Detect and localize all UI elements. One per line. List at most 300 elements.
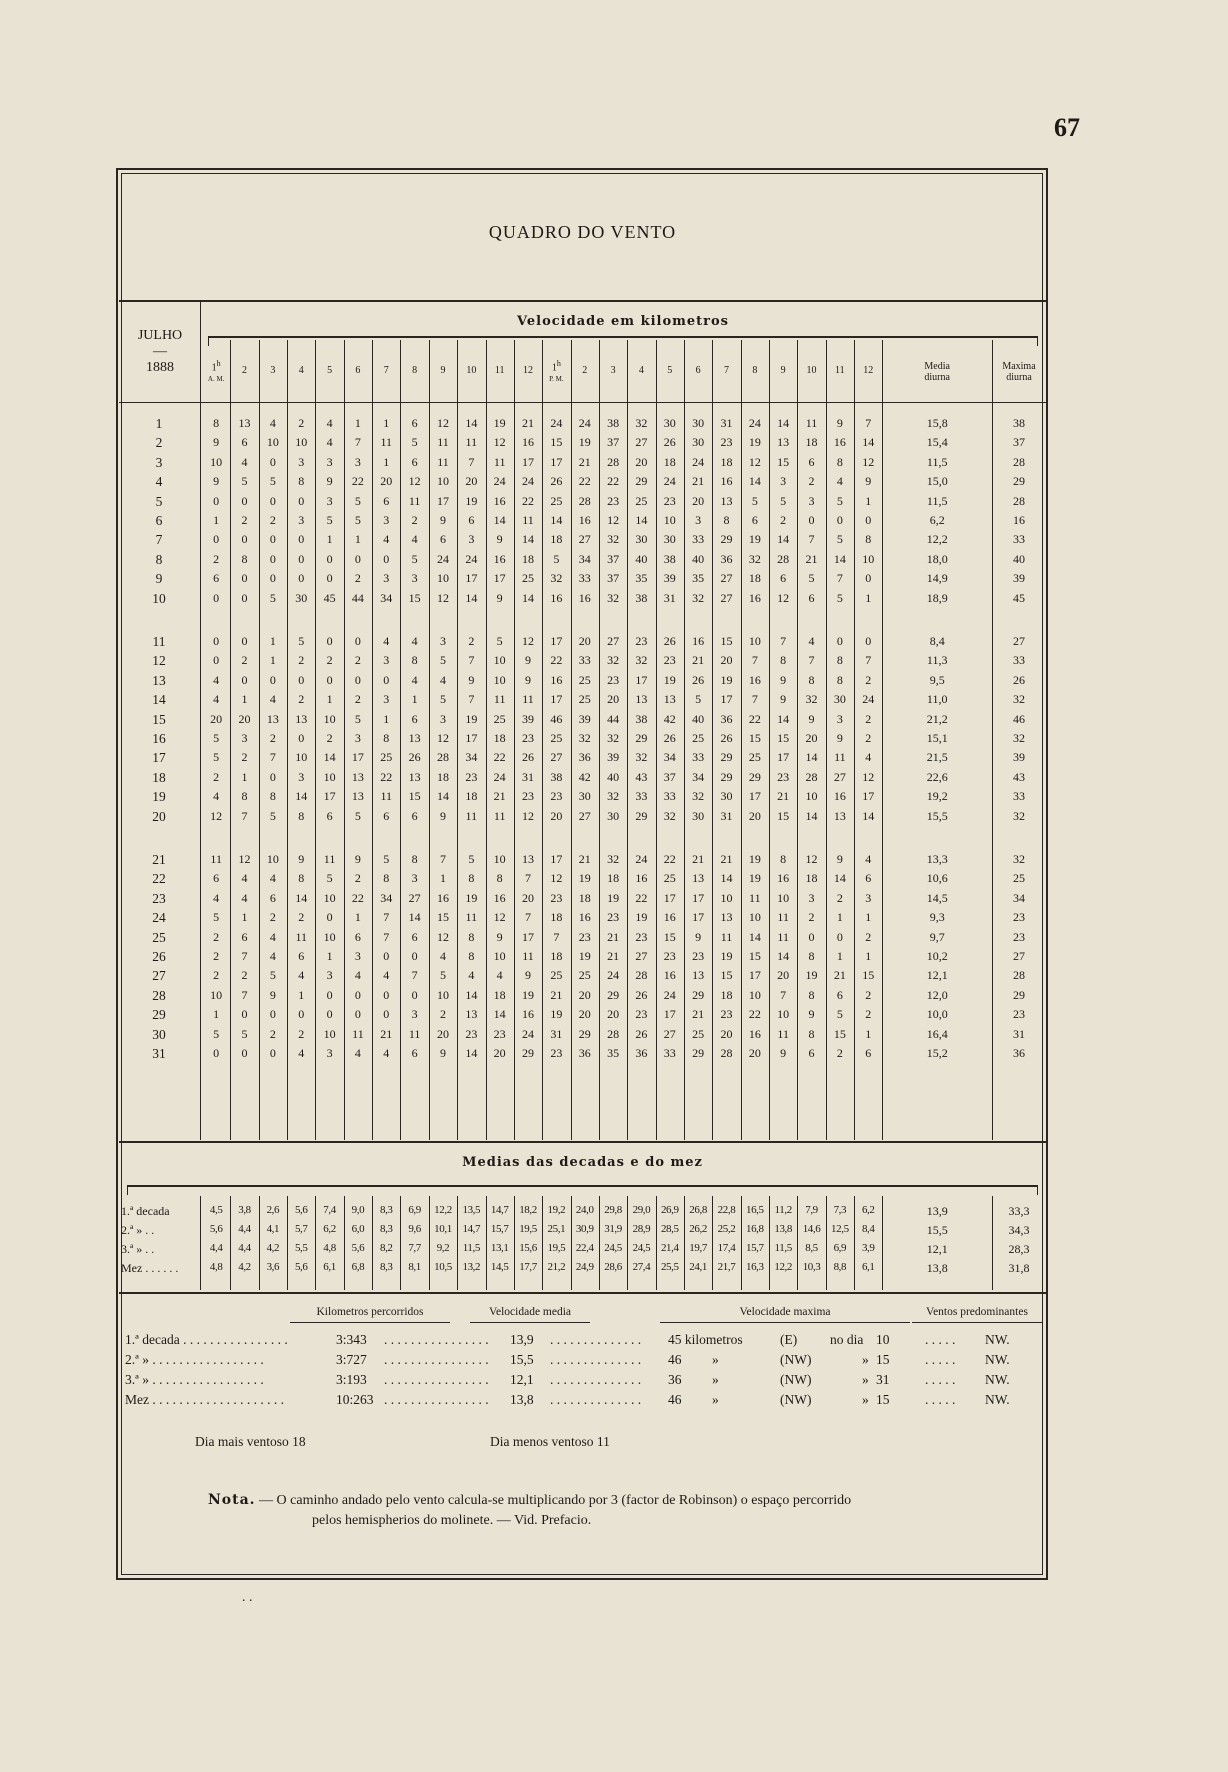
hourly-velocity: 19	[465, 890, 478, 905]
hourly-velocity: 0	[354, 987, 361, 1002]
hourly-velocity: 19	[522, 987, 535, 1002]
hourly-velocity: 26	[663, 731, 676, 745]
hourly-velocity: 21	[578, 454, 591, 469]
daily-mean: 9,5	[929, 672, 945, 687]
daily-max: 23	[1013, 929, 1025, 944]
hourly-velocity: 27	[578, 532, 591, 547]
day-label: 24	[152, 910, 166, 926]
decade-hourly-mean: 6,2	[323, 1223, 336, 1235]
hourly-velocity: 20	[720, 1026, 733, 1041]
hourly-velocity: 3	[326, 968, 333, 983]
hourly-velocity: 14	[720, 871, 733, 886]
hourly-velocity: 28	[777, 551, 790, 566]
hourly-velocity: 9	[496, 590, 503, 605]
daily-mean: 15,8	[926, 416, 948, 430]
hourly-velocity: 11	[720, 929, 733, 944]
hourly-velocity: 23	[522, 731, 535, 745]
decade-hourly-mean: 6,1	[323, 1261, 336, 1273]
hourly-velocity: 0	[213, 493, 220, 508]
hourly-velocity: 7	[808, 532, 815, 547]
day-label: 17	[152, 750, 166, 766]
hourly-velocity: 25	[380, 750, 393, 765]
daily-mean: 22,6	[926, 769, 948, 784]
decade-hourly-mean: 24,0	[575, 1204, 594, 1216]
decade-hourly-mean: 9,6	[408, 1223, 421, 1235]
hourly-velocity: 6	[383, 808, 390, 823]
hourly-velocity: 29	[607, 987, 620, 1002]
hourly-velocity: 0	[326, 551, 333, 566]
hour-header-period: P. M.	[549, 375, 564, 384]
note-text-continued: pelos hemispherios do molinete. — Vid. Prefacio.	[312, 1513, 592, 1528]
hourly-velocity: 26	[522, 750, 535, 765]
daily-max: 38	[1013, 416, 1025, 430]
hourly-velocity: 10	[436, 987, 449, 1002]
hourly-velocity: 16	[578, 910, 591, 925]
hour-header	[514, 365, 542, 376]
day-label: 7	[155, 532, 163, 548]
hourly-velocity: 34	[692, 769, 705, 784]
decade-hourly-mean: 13,1	[490, 1242, 509, 1254]
summary-wind: NW.	[985, 1352, 1010, 1367]
hourly-velocity: 26	[720, 731, 733, 745]
hourly-velocity: 15	[436, 910, 449, 925]
daily-mean: 8,4	[929, 634, 945, 648]
hourly-velocity: 35	[692, 571, 705, 586]
hourly-velocity: 10	[777, 1007, 790, 1022]
hourly-velocity: 2	[241, 513, 248, 527]
decade-hourly-mean: 11,5	[774, 1242, 792, 1254]
decade-hourly-mean: 5,7	[294, 1223, 308, 1235]
hourly-velocity: 14	[493, 1007, 506, 1022]
hourly-velocity: 2	[241, 750, 248, 765]
hourly-velocity: 5	[269, 590, 276, 605]
hourly-velocity: 0	[298, 1007, 305, 1022]
hourly-velocity: 1	[865, 1026, 872, 1041]
hourly-velocity: 32	[607, 590, 620, 605]
hourly-velocity: 21	[692, 1007, 705, 1022]
hourly-velocity: 9	[269, 987, 276, 1002]
daily-mean: 15,1	[926, 731, 948, 745]
hourly-velocity: 9	[695, 929, 702, 944]
summary-vmed: 13,9	[510, 1332, 534, 1347]
hourly-velocity: 9	[808, 711, 815, 726]
decade-hourly-mean: 2,6	[266, 1204, 280, 1216]
day-label: 22	[152, 871, 166, 887]
hourly-velocity: 18	[720, 987, 733, 1002]
hourly-velocity: 22	[663, 852, 676, 866]
velocity-caption: Velocidade em kilometros	[516, 314, 729, 329]
daily-max: 32	[1013, 692, 1025, 707]
hour-header	[627, 365, 655, 376]
hourly-velocity: 15	[777, 808, 790, 823]
hourly-velocity: 6	[213, 571, 220, 586]
hourly-velocity: 16	[578, 590, 591, 605]
hourly-velocity: 0	[808, 513, 815, 527]
decade-hourly-mean: 6,9	[408, 1204, 421, 1216]
hourly-velocity: 10	[862, 551, 875, 566]
daily-max: 31	[1013, 1026, 1025, 1041]
hourly-velocity: 30	[607, 808, 620, 823]
hourly-velocity: 30	[692, 416, 705, 430]
decade-hourly-mean: 7,7	[408, 1242, 421, 1254]
hourly-velocity: 19	[607, 890, 620, 905]
day-label: 18	[152, 769, 166, 785]
hourly-velocity: 11	[777, 910, 789, 925]
hourly-velocity: 14	[493, 513, 506, 527]
hourly-velocity: 16	[663, 968, 676, 983]
hourly-velocity: 29	[522, 1046, 535, 1060]
decade-hourly-mean: 27,4	[632, 1261, 651, 1273]
day-label: 9	[155, 571, 163, 587]
hourly-velocity: 0	[298, 532, 305, 547]
hourly-velocity: 6	[865, 871, 872, 886]
summary-dots: . . . . .	[925, 1372, 956, 1387]
decade-hourly-mean: 8,3	[379, 1223, 393, 1235]
hourly-velocity: 36	[720, 711, 733, 726]
hourly-velocity: 6	[298, 949, 305, 963]
hourly-velocity: 28	[805, 769, 818, 784]
hourly-velocity: 14	[833, 871, 846, 886]
hourly-velocity: 5	[411, 551, 418, 566]
hourly-velocity: 11	[522, 949, 534, 963]
hourly-velocity: 7	[525, 871, 532, 886]
hour-header-label: 3	[610, 365, 616, 376]
hourly-velocity: 17	[663, 1007, 676, 1022]
hourly-velocity: 24	[550, 416, 563, 430]
hourly-velocity: 20	[465, 474, 478, 489]
hourly-velocity: 9	[525, 968, 532, 983]
hourly-velocity: 21	[833, 968, 846, 983]
hourly-velocity: 24	[493, 474, 506, 489]
hourly-velocity: 17	[550, 692, 563, 707]
summary-km: 3:193	[336, 1372, 367, 1387]
hourly-velocity: 7	[836, 571, 843, 586]
decade-hourly-mean: 16,5	[745, 1204, 764, 1216]
day-label: 25	[152, 929, 166, 945]
hourly-velocity: 1	[241, 769, 248, 784]
daily-mean: 9,3	[929, 910, 945, 925]
hourly-velocity: 0	[383, 1007, 390, 1022]
decade-label: 3.ª » . .	[121, 1242, 155, 1256]
hourly-velocity: 4	[383, 532, 390, 547]
hourly-velocity: 9	[808, 1007, 815, 1022]
hourly-velocity: 3	[354, 731, 361, 745]
decade-label-rule	[200, 1196, 201, 1290]
summary-dots: . . . . . . . . . . . . . .	[550, 1332, 642, 1347]
decade-hourly-mean: 24,1	[689, 1261, 707, 1273]
hour-header-label: 8	[412, 365, 418, 376]
hourly-velocity: 0	[298, 493, 305, 508]
hour-header	[486, 365, 514, 376]
hourly-velocity: 12	[436, 590, 449, 605]
decade-hourly-mean: 4,4	[238, 1242, 251, 1254]
hourly-velocity: 4	[241, 871, 248, 886]
summary-dots: . . . . .	[925, 1352, 956, 1367]
hour-header	[344, 365, 372, 376]
hourly-velocity: 15	[748, 731, 761, 745]
hourly-velocity: 14	[550, 513, 563, 527]
hourly-velocity: 12	[522, 634, 535, 648]
page-number: 67	[1054, 113, 1080, 142]
hourly-velocity: 1	[836, 949, 843, 963]
hourly-velocity: 4	[411, 634, 418, 648]
decade-mean: 12,1	[926, 1242, 948, 1256]
hourly-velocity: 11	[465, 910, 478, 925]
hourly-velocity: 2	[354, 871, 361, 886]
hourly-velocity: 14	[777, 532, 790, 547]
decade-hourly-mean: 8,2	[379, 1242, 393, 1254]
summary-km: 10:263	[336, 1392, 374, 1407]
hourly-velocity: 32	[635, 750, 648, 765]
hourly-velocity: 6	[269, 890, 276, 905]
decade-hourly-mean: 3,8	[238, 1204, 251, 1216]
hourly-velocity: 16	[748, 590, 761, 605]
day-label: 30	[152, 1026, 166, 1042]
hourly-velocity: 0	[326, 672, 333, 687]
hourly-velocity: 2	[865, 731, 872, 745]
summary-direction: (NW)	[780, 1392, 812, 1407]
hour-header	[202, 358, 230, 385]
daily-max: 28	[1013, 968, 1025, 983]
hourly-velocity: 2	[269, 1026, 276, 1041]
daily-max: 27	[1013, 634, 1025, 648]
hourly-velocity: 24	[663, 474, 676, 489]
hourly-velocity: 19	[805, 968, 818, 983]
hourly-velocity: 6	[808, 454, 815, 469]
hourly-velocity: 2	[411, 513, 418, 527]
hourly-velocity: 12	[522, 808, 535, 823]
hourly-velocity: 25	[493, 711, 506, 726]
hourly-velocity: 23	[493, 1026, 506, 1041]
hourly-velocity: 5	[780, 493, 787, 508]
hourly-velocity: 22	[748, 1007, 761, 1022]
hourly-velocity: 14	[833, 551, 846, 566]
hourly-velocity: 2	[808, 474, 815, 489]
decade-hourly-mean: 11,5	[462, 1242, 480, 1254]
summary-header-vmax-rule	[660, 1322, 910, 1323]
hourly-velocity: 25	[550, 731, 563, 745]
hourly-velocity: 18	[805, 871, 818, 886]
hourly-velocity: 21	[380, 1026, 393, 1041]
hourly-velocity: 14	[522, 590, 535, 605]
hourly-velocity: 40	[692, 711, 705, 726]
hourly-velocity: 5	[836, 493, 843, 508]
hourly-velocity: 2	[865, 672, 872, 687]
summary-vmax: 46	[668, 1392, 682, 1407]
hour-header-label: 9	[780, 365, 786, 376]
day-label: 5	[155, 493, 163, 509]
hourly-velocity: 6	[865, 1046, 872, 1060]
daily-max: 37	[1013, 435, 1025, 450]
hourly-velocity: 13	[351, 769, 364, 784]
hourly-velocity: 17	[777, 750, 790, 765]
hourly-velocity: 9	[836, 852, 843, 866]
hourly-velocity: 12	[436, 416, 449, 430]
hourly-velocity: 8	[241, 551, 248, 566]
day-label: 1	[155, 416, 163, 431]
hourly-velocity: 5	[269, 808, 276, 823]
summary-vmed: 12,1	[510, 1372, 534, 1387]
hourly-velocity: 29	[635, 731, 648, 745]
hourly-velocity: 7	[468, 692, 475, 707]
hourly-velocity: 4	[326, 435, 333, 450]
hourly-velocity: 10	[323, 929, 336, 944]
summary-vmax: 45 kilometros	[668, 1332, 743, 1347]
hourly-velocity: 6	[411, 929, 418, 944]
hourly-velocity: 9	[836, 416, 843, 430]
hourly-velocity: 11	[522, 692, 534, 707]
hourly-velocity: 1	[269, 634, 276, 648]
hourly-velocity: 0	[326, 634, 333, 648]
hourly-velocity: 33	[692, 750, 705, 765]
summary-vmax: 36	[668, 1372, 682, 1387]
hourly-velocity: 32	[607, 731, 620, 745]
hourly-velocity: 2	[298, 910, 305, 925]
hourly-velocity: 19	[663, 672, 676, 687]
hourly-velocity: 24	[748, 416, 761, 430]
hourly-velocity: 28	[635, 968, 648, 983]
hourly-velocity: 32	[607, 653, 620, 668]
hourly-velocity: 5	[439, 653, 446, 668]
hourly-velocity: 21	[578, 852, 591, 866]
hourly-velocity: 25	[748, 750, 761, 765]
hourly-velocity: 5	[213, 1026, 220, 1041]
hourly-velocity: 20	[578, 987, 591, 1002]
hourly-velocity: 9	[439, 1046, 446, 1060]
hourly-velocity: 21	[607, 929, 620, 944]
hourly-velocity: 0	[354, 1007, 361, 1022]
hourly-velocity: 29	[720, 769, 733, 784]
hourly-velocity: 1	[865, 949, 872, 963]
hourly-velocity: 6	[836, 987, 843, 1002]
hourly-velocity: 22	[380, 769, 393, 784]
hourly-velocity: 24	[522, 474, 535, 489]
daily-max: 23	[1013, 910, 1025, 925]
decade-hourly-mean: 8,8	[833, 1261, 847, 1273]
maxima-header-line: diurna	[1006, 372, 1032, 383]
hourly-velocity: 16	[436, 890, 449, 905]
hourly-velocity: 23	[550, 789, 563, 804]
daily-mean: 15,5	[926, 808, 948, 823]
hourly-velocity: 10	[493, 672, 506, 687]
hourly-velocity: 3	[780, 474, 787, 489]
hourly-velocity: 25	[635, 493, 648, 508]
hourly-velocity: 1	[213, 513, 220, 527]
hourly-velocity: 13	[692, 871, 705, 886]
hourly-velocity: 14	[805, 750, 818, 765]
hourly-velocity: 2	[354, 571, 361, 586]
hourly-velocity: 22	[351, 474, 364, 489]
hour-header-label: 1	[551, 362, 557, 374]
hourly-velocity: 21	[607, 949, 620, 963]
hourly-velocity: 36	[720, 551, 733, 566]
hourly-velocity: 9	[525, 653, 532, 668]
hourly-velocity: 6	[326, 808, 333, 823]
hourly-velocity: 5	[354, 808, 361, 823]
hourly-velocity: 0	[383, 949, 390, 963]
decade-hourly-mean: 19,2	[547, 1204, 566, 1216]
decade-hourly-mean: 4,1	[266, 1223, 280, 1235]
hourly-velocity: 10	[266, 435, 279, 450]
hourly-velocity: 38	[635, 711, 648, 726]
decade-hourly-mean: 11,2	[774, 1204, 792, 1216]
decade-hourly-mean: 30,9	[575, 1223, 594, 1235]
summary-dots: . . . . . . . . . . . . . . . .	[384, 1352, 489, 1367]
hourly-velocity: 6	[411, 454, 418, 469]
hourly-velocity: 21	[692, 852, 705, 866]
hourly-velocity: 32	[748, 551, 761, 566]
hourly-velocity: 23	[635, 634, 648, 648]
hourly-velocity: 0	[269, 493, 276, 508]
hourly-velocity: 3	[298, 454, 305, 469]
hourly-velocity: 1	[865, 910, 872, 925]
hourly-velocity: 14	[408, 910, 421, 925]
note-label: Nota.	[208, 1492, 256, 1508]
hourly-velocity: 14	[522, 532, 535, 547]
hourly-velocity: 9	[496, 532, 503, 547]
hourly-velocity: 3	[383, 653, 390, 668]
daily-mean: 12,2	[926, 532, 948, 547]
hourly-velocity: 8	[808, 987, 815, 1002]
hourly-velocity: 0	[269, 551, 276, 566]
hourly-velocity: 11	[777, 929, 789, 944]
hourly-velocity: 0	[241, 1007, 248, 1022]
hour-header-label: 5	[667, 365, 673, 376]
hourly-velocity: 17	[748, 968, 761, 983]
decade-hourly-mean: 15,6	[519, 1242, 537, 1254]
hourly-velocity: 3	[383, 571, 390, 586]
decade-hourly-mean: 6,0	[351, 1223, 365, 1235]
hourly-velocity: 6	[439, 532, 446, 547]
decade-label: 2.ª » . .	[121, 1223, 155, 1237]
summary-dots: . . . . . . . . . . . . . .	[550, 1352, 642, 1367]
decade-mean: 13,9	[926, 1204, 948, 1218]
hourly-velocity: 0	[241, 590, 248, 605]
daily-mean: 15,0	[926, 474, 948, 489]
decade-hourly-mean: 4,4	[209, 1242, 223, 1254]
hourly-velocity: 1	[326, 692, 333, 707]
hourly-velocity: 2	[326, 731, 333, 745]
hourly-velocity: 5	[695, 692, 702, 707]
summary-day-word: »	[862, 1372, 869, 1387]
decade-hourly-mean: 26,9	[660, 1204, 679, 1216]
hourly-velocity: 2	[836, 1046, 843, 1060]
hourly-velocity: 16	[663, 910, 676, 925]
decade-hourly-mean: 3,9	[861, 1242, 875, 1254]
day-label: 10	[152, 590, 166, 606]
hourly-velocity: 25	[692, 731, 705, 745]
hourly-velocity: 1	[213, 1007, 220, 1022]
hourly-velocity: 29	[720, 532, 733, 547]
summary-direction: (NW)	[780, 1372, 812, 1387]
decade-hourly-mean: 12,5	[831, 1223, 849, 1235]
hourly-velocity: 25	[578, 692, 591, 707]
hourly-velocity: 0	[213, 532, 220, 547]
hourly-velocity: 23	[550, 890, 563, 905]
hourly-velocity: 5	[836, 532, 843, 547]
hourly-velocity: 5	[326, 513, 333, 527]
hourly-velocity: 2	[865, 711, 872, 726]
hourly-velocity: 23	[550, 1046, 563, 1060]
hourly-velocity: 0	[298, 672, 305, 687]
hourly-velocity: 8	[836, 672, 843, 687]
hourly-velocity: 2	[298, 416, 305, 430]
hourly-velocity: 14	[805, 808, 818, 823]
hourly-velocity: 31	[663, 590, 676, 605]
daily-max: 27	[1013, 949, 1025, 963]
hourly-velocity: 27	[720, 571, 733, 586]
summary-day: 15	[876, 1392, 890, 1407]
